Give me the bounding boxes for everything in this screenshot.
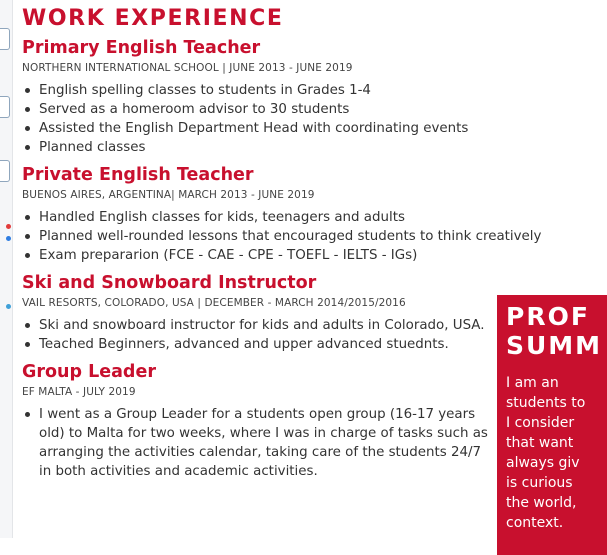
job-meta: VAIL RESORTS, COLORADO, USA | DECEMBER - MARCH 2014/2015/2016 xyxy=(22,297,406,309)
summary-line: that want xyxy=(506,435,574,451)
job-title: Group Leader xyxy=(22,362,156,382)
toolbar-tab-1[interactable] xyxy=(0,28,10,50)
bullet-item: I went as a Group Leader for a students open group (16-17 years old) to Malta for two weeks, where I was in charge of tasks such as arranging the activities calendar, taking care of the students 24/7 in both activities and academic activities. xyxy=(22,405,492,481)
summary-line: context. xyxy=(506,515,564,531)
summary-line: always giv xyxy=(506,455,580,471)
job-title: Private English Teacher xyxy=(22,165,254,185)
summary-line: is curious xyxy=(506,475,573,491)
job-meta: EF MALTA - JULY 2019 xyxy=(22,386,136,398)
bullet-item: Served as a homeroom advisor to 30 students xyxy=(22,100,562,119)
job-bullets xyxy=(22,316,562,354)
summary-line: I consider xyxy=(506,415,575,431)
bullet-item: Teached Beginners, advanced and upper advanced stuednts. xyxy=(22,335,562,354)
job-entry xyxy=(22,37,562,157)
summary-line: I am an xyxy=(506,375,559,391)
summary-line: students to xyxy=(506,395,586,411)
bullet-item: Planned classes xyxy=(22,138,562,157)
summary-text xyxy=(506,373,607,533)
summary-line: the world, xyxy=(506,495,577,511)
bullet-item: Ski and snowboard instructor for kids and adults in Colorado, USA. xyxy=(22,316,562,335)
blue-dot-icon xyxy=(6,236,11,241)
red-dot-icon xyxy=(6,224,11,229)
summary-heading xyxy=(497,295,607,360)
bullet-item: Planned well-rounded lessons that encouraged students to think creatively xyxy=(22,227,562,246)
bullet-item: English spelling classes to students in Grades 1-4 xyxy=(22,81,562,100)
toolbar-tab-2[interactable] xyxy=(0,96,10,118)
job-meta: NORTHERN INTERNATIONAL SCHOOL | JUNE 2013 - JUNE 2019 xyxy=(22,62,353,74)
job-entry xyxy=(22,272,562,354)
bullet-item: Exam prepararion (FCE - CAE - CPE - TOEFL - IELTS - IGs) xyxy=(22,246,562,265)
left-toolbar-strip xyxy=(0,0,13,538)
summary-heading-line: PROF xyxy=(506,302,590,331)
job-entry xyxy=(22,361,562,481)
professional-summary-card xyxy=(497,295,607,555)
job-title: Ski and Snowboard Instructor xyxy=(22,273,317,293)
job-bullets xyxy=(22,405,492,481)
job-bullets xyxy=(22,81,562,157)
resume-main-column xyxy=(22,6,562,488)
job-title: Primary English Teacher xyxy=(22,38,261,58)
bullet-item: Handled English classes for kids, teenagers and adults xyxy=(22,208,562,227)
job-entry xyxy=(22,164,562,265)
job-meta: BUENOS AIRES, ARGENTINA| MARCH 2013 - JUNE 2019 xyxy=(22,189,315,201)
blue-dot-icon xyxy=(6,304,11,309)
section-title: WORK EXPERIENCE xyxy=(22,6,284,31)
summary-heading-line: SUMM xyxy=(506,331,603,360)
toolbar-tab-3[interactable] xyxy=(0,160,10,182)
job-bullets xyxy=(22,208,562,265)
bullet-item: Assisted the English Department Head with coordinating events xyxy=(22,119,562,138)
